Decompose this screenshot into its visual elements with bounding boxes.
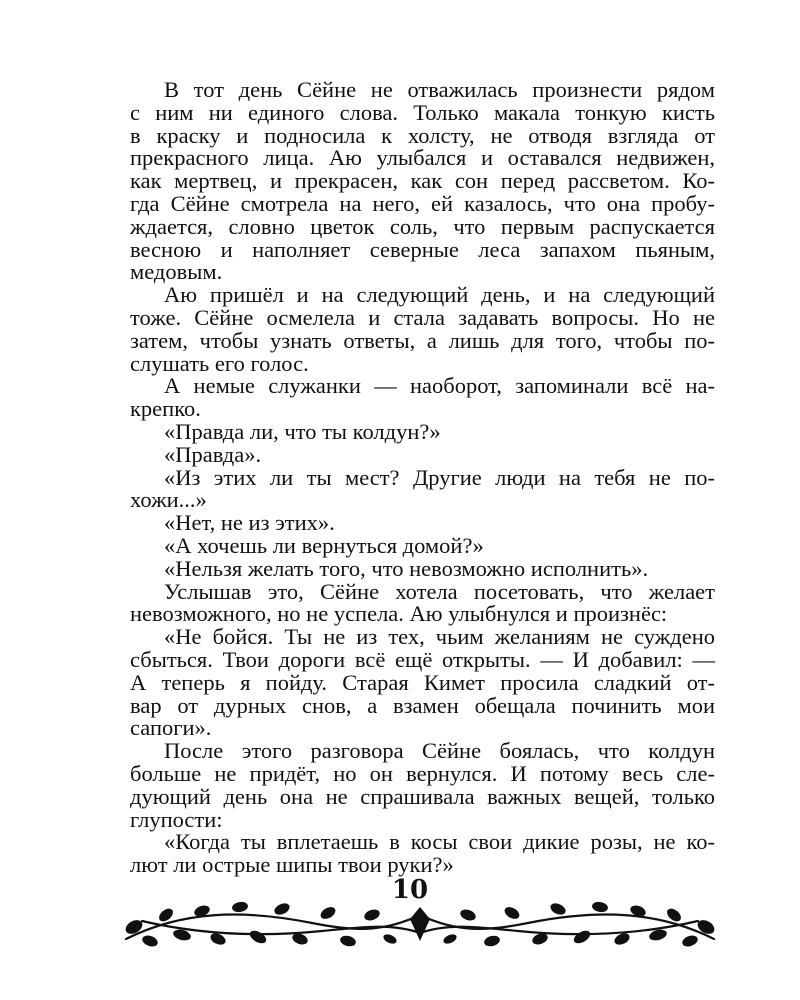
text-line: глупости: <box>130 806 223 832</box>
text-line: слушать его голос. <box>130 350 309 376</box>
text-line: крепко. <box>130 396 201 422</box>
text-line: ждается, словно цветок соль, что первым распускается <box>130 213 715 239</box>
text-line: «Правда ли, что ты колдун?» <box>164 418 441 444</box>
text-line: тоже. Сёйне осмелела и стала задавать вопросы. Но не <box>130 304 715 330</box>
text-line: Аю пришёл и на следующий день, и на следующий <box>164 282 715 308</box>
text-line: После этого разговора Сёйне боялась, что колдун <box>164 738 715 764</box>
text-line: затем, чтобы узнать ответы, а лишь для того, чтобы по- <box>130 327 715 353</box>
text-line: медовым. <box>130 259 223 285</box>
text-line: «Когда ты вплетаешь в косы свои дикие розы, не ко- <box>164 829 715 855</box>
text-line: дующий день она не спрашивала важных вещей, только <box>130 783 715 809</box>
text-line: «Правда». <box>164 441 262 467</box>
text-line: гда Сёйне смотрела на него, ей казалось, что она пробу- <box>130 190 715 216</box>
text-line: хожи...» <box>130 487 207 513</box>
text-line: В тот день Сёйне не отважилась произнести рядом <box>164 77 715 102</box>
text-line: лют ли острые шипы твои руки?» <box>130 852 454 878</box>
text-line: как мертвец, и прекрасен, как сон перед рассветом. Ко- <box>130 168 715 194</box>
text-line: «Нельзя желать того, что невозможно исполнить». <box>164 555 649 581</box>
text-line: «Не бойся. Ты не из тех, чьим желаниям не суждено <box>164 624 715 650</box>
text-line: А теперь я пойду. Старая Кимет просила сладкий от- <box>130 669 715 695</box>
text-line: весною и наполняет северные леса запахом пьяным, <box>130 236 715 262</box>
text-line: вар от дурных снов, а взамен обещала починить мои <box>130 692 715 718</box>
text-line: «А хочешь ли вернуться домой?» <box>164 532 484 558</box>
text-line: сбыться. Твои дороги всё ещё открыты. — И добавил: — <box>130 646 715 672</box>
text-line: прекрасного лица. Аю улыбался и оставался недвижен, <box>130 145 715 171</box>
body-text <box>130 79 715 877</box>
floral-vine-ornament-icon <box>122 893 718 949</box>
text-line: в краску и подносила к холсту, не отводя взгляда от <box>130 122 715 148</box>
text-line: «Из этих ли ты мест? Другие люди на тебя не по- <box>164 464 715 490</box>
text-line: А немые служанки — наоборот, запоминали всё на- <box>164 373 715 399</box>
text-line: «Нет, не из этих». <box>164 510 335 536</box>
text-line: больше не придёт, но он вернулся. И потому весь сле- <box>130 760 715 786</box>
text-line: с ним ни единого слова. Только макала тонкую кисть <box>130 99 715 125</box>
text-line: сапоги». <box>130 715 212 741</box>
page-number: 10 <box>391 875 429 905</box>
text-line: Услышав это, Сёйне хотела посетовать, что желает <box>164 578 715 604</box>
text-line: невозможного, но не успела. Аю улыбнулся и произнёс: <box>130 601 668 627</box>
